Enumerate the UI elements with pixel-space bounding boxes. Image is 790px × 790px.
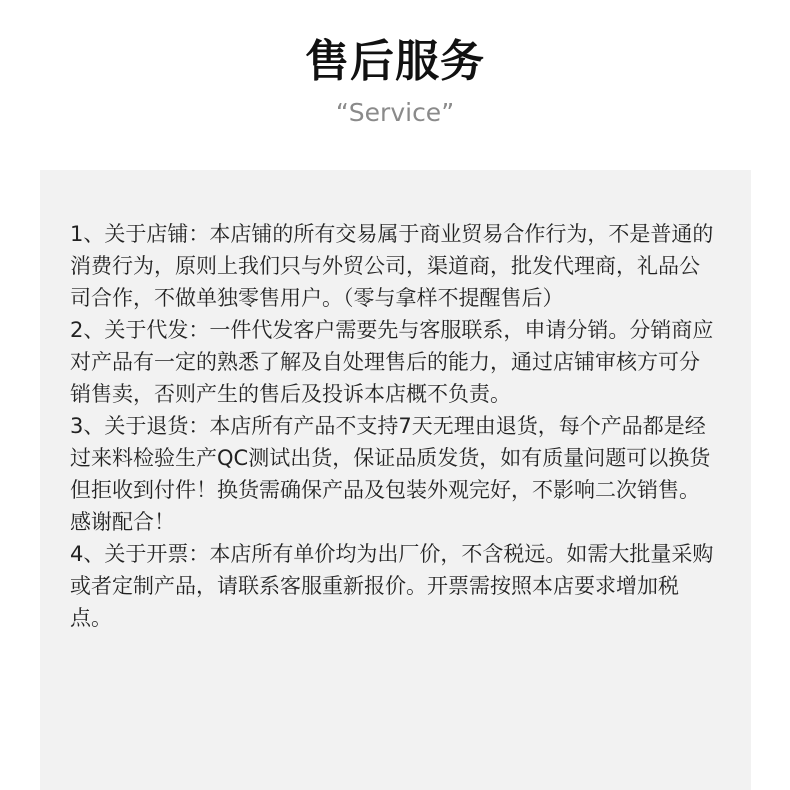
notice-item-store: 1、关于店铺：本店铺的所有交易属于商业贸易合作行为，不是普通的消费行为，原则上我们只与外贸公司，渠道商，批发代理商，礼品公司合作，不做单独零售用户。（零与拿样不提醒售后）	[70, 222, 714, 310]
page-title: 售后服务	[305, 36, 485, 87]
notice-body	[70, 218, 715, 634]
notice-item-invoicing: 4、关于开票：本店所有单价均为出厂价，不含税远。如需大批量采购或者定制产品，请联系客服重新报价。开票需按照本店要求增加税点。	[70, 542, 714, 630]
notice-item-returns: 3、关于退货：本店所有产品不支持7天无理由退货，每个产品都是经过来料检验生产QC测试出货，保证品质发货，如有质量问题可以换货但拒收到付件！换货需确保产品及包装外观完好，不影响二次销售。感谢配合！	[70, 414, 711, 534]
notice-item-dropshipping: 2、关于代发：一件代发客户需要先与客服联系，申请分销。分销商应对产品有一定的熟悉了解及自处理售后的能力，通过店铺审核方可分销售卖，否则产生的售后及投诉本店概不负责。	[70, 318, 714, 406]
page-subtitle: “Service”	[335, 98, 455, 127]
